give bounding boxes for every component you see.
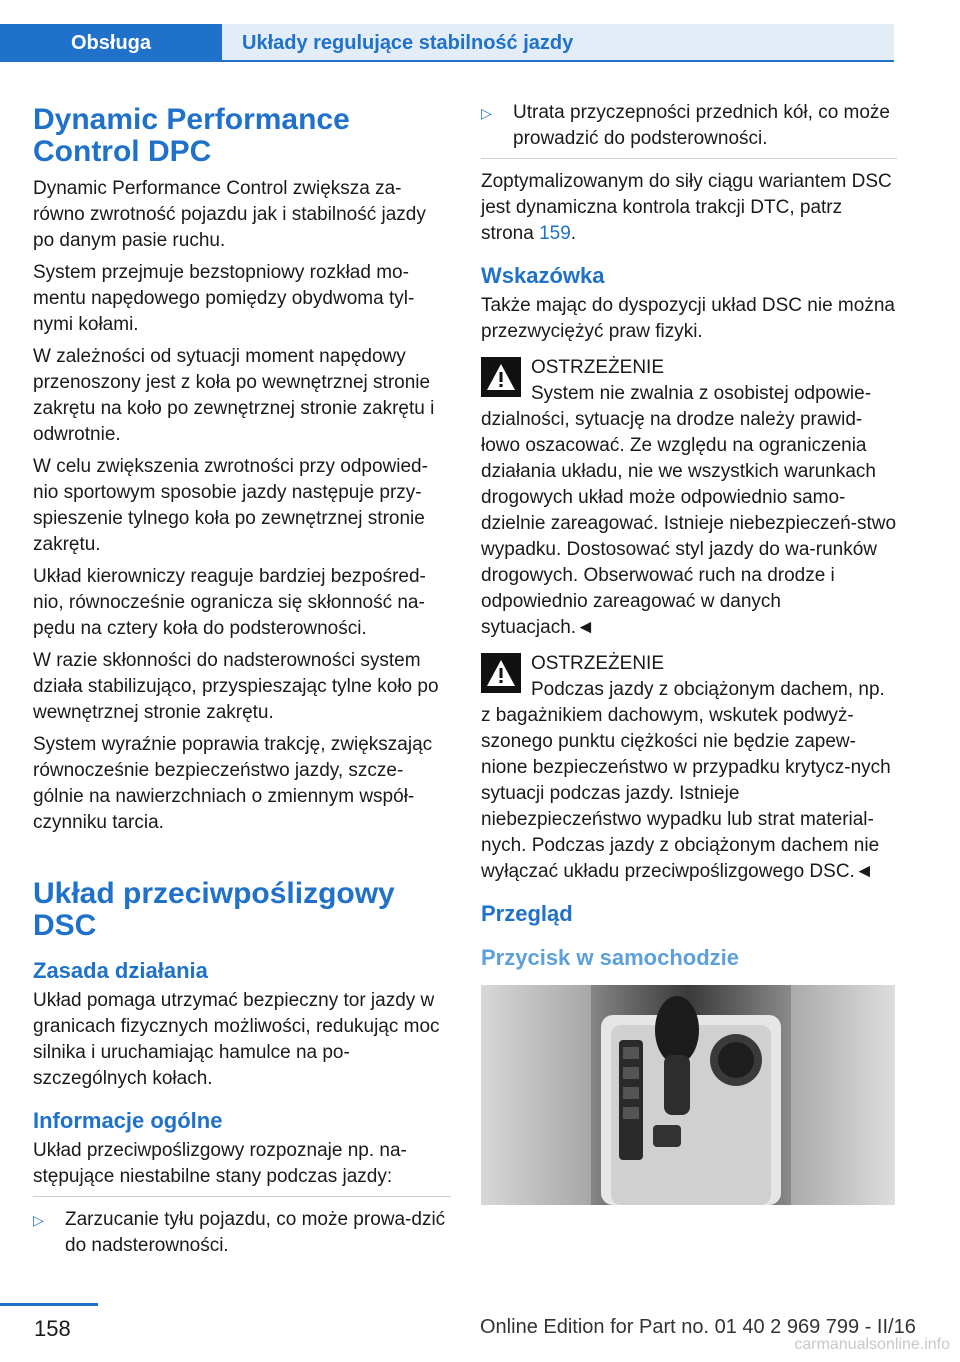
warning-block: [481, 651, 897, 885]
header-section-label[interactable]: Obsługa: [70, 32, 151, 54]
principle-heading: Zasada działania: [33, 958, 208, 983]
dsc-heading: Układ przeciwpoślizgowy DSC: [33, 877, 395, 942]
list-item: [481, 100, 897, 152]
page-number: 158: [34, 1316, 71, 1341]
overview-heading: Przegląd: [481, 901, 573, 926]
watermark: carmanualsonline.info: [794, 1336, 950, 1353]
footer-rule: [0, 1303, 98, 1306]
dpc-paragraph: System wyraźnie poprawia trakcję, zwiększając równocześnie bezpieczeństwo jazdy, szcze-gólnie na nawierzchniach o zmiennym współ-czynniku tarcia.: [33, 734, 433, 833]
header-chapter-label[interactable]: Układy regulujące stabilność jazdy: [242, 32, 574, 54]
principle-paragraph: Układ pomaga utrzymać bezpieczny tor jazdy w granicach fizycznych możliwości, redukując moc silnika i uruchamiając hamulce na po-szczególnych kołach.: [33, 990, 440, 1089]
dtc-text: Zoptymalizowanym do siły ciągu wariantem DSC jest dynamiczna kontrola trakcji DTC, patrz strona: [481, 171, 892, 244]
right-column: [481, 100, 897, 1205]
list-item-text: Utrata przyczepności przednich kół, co może prowadzić do podsterowności.: [513, 102, 890, 149]
center-console-photo: [481, 985, 895, 1205]
warning-text: Podczas jazdy z obciążonym dachem, np. z bagażnikiem dachowym, wskutek podwyż-szonego punktu ciężkości nie będzie zapew-nione bezpieczeństwo w przypadku krytycz-nych sytuacji podczas jazdy. Istnieje niebezpieczeństwo wypadku lub strat material-nych. Podczas jazdy z obciążonym dachem nie wyłączać układu przeciwpoślizgowego DSC.◄: [481, 679, 891, 882]
edition-label: Online Edition for Part no. 01 40 2 969 799 - II/16: [480, 1316, 916, 1338]
dpc-paragraph: W razie skłonności do nadsterowności system działa stabilizująco, przyspieszając tylne koło po wewnętrznej stronie zakrętu.: [33, 650, 439, 723]
dpc-paragraph: Układ kierowniczy reaguje bardziej bezpośred-nio, równocześnie ogranicza się skłonność na-pędu na cztery koła do podsterowności.: [33, 566, 426, 639]
button-heading: Przycisk w samochodzie: [481, 945, 739, 970]
warning-text: System nie zwalnia z osobistej odpowie-dzialności, sytuację na drodze należy prawid-łowo oszacować. Ze względu na ograniczenia działania układu, nie we wszystkich warunkach drogowych układ może odpowiednio samo-dzielnie zareagować. Istnieje niebezpieczeń-stwo wypadku. Dostosować styl jazdy do wa-runków drogowych. Obserwować ruch na drodze i odpowiednio zareagować w danych sytuacjach.◄: [481, 383, 897, 638]
dpc-paragraph: W zależności od sytuacji moment napędowy przenoszony jest z koła po wewnętrznej stronie zakrętu na koło po zewnętrznej stronie zakrętu i odwrotnie.: [33, 346, 435, 445]
list-divider: [33, 1196, 451, 1197]
warning-title: OSTRZEŻENIE: [531, 653, 665, 674]
warning-icon: [481, 653, 521, 693]
page-link[interactable]: 159: [539, 223, 571, 244]
page-header: [0, 0, 960, 62]
general-paragraph: Układ przeciwpoślizgowy rozpoznaje np. na-stępujące niestabilne stany podczas jazdy:: [33, 1140, 407, 1187]
dpc-heading: Dynamic Performance Control DPC: [33, 103, 350, 168]
dpc-paragraph: Dynamic Performance Control zwiększa za-równo zwrotność pojazdu jak i stabilność jazdy po danym pasie ruchu.: [33, 178, 426, 251]
warning-title: OSTRZEŻENIE: [531, 357, 665, 378]
left-column: [33, 100, 451, 1265]
dpc-paragraph: W celu zwiększenia zwrotności przy odpowied-nio sportowym sposobie jazdy następuje przy-spieszenie tylnego koła po zewnętrznej stronie zakrętu.: [33, 456, 428, 555]
triangle-bullet-icon: ▷: [481, 105, 492, 121]
general-heading: Informacje ogólne: [33, 1108, 223, 1133]
warning-block: [481, 355, 897, 641]
dtc-paragraph: [481, 169, 897, 247]
triangle-bullet-icon: ▷: [33, 1212, 44, 1228]
warning-icon: [481, 357, 521, 397]
list-divider: [481, 158, 897, 159]
list-item-text: Zarzucanie tyłu pojazdu, co może prowa-dzić do nadsterowności.: [65, 1209, 446, 1256]
note-paragraph: Także mając do dyspozycji układ DSC nie można przezwyciężyć praw fizyki.: [481, 295, 895, 342]
note-heading: Wskazówka: [481, 263, 605, 288]
dtc-text-end: .: [570, 223, 577, 244]
list-item: [33, 1207, 451, 1259]
dpc-paragraph: System przejmuje bezstopniowy rozkład mo-mentu napędowego pomiędzy obydwoma tyl-nymi kołami.: [33, 262, 415, 335]
